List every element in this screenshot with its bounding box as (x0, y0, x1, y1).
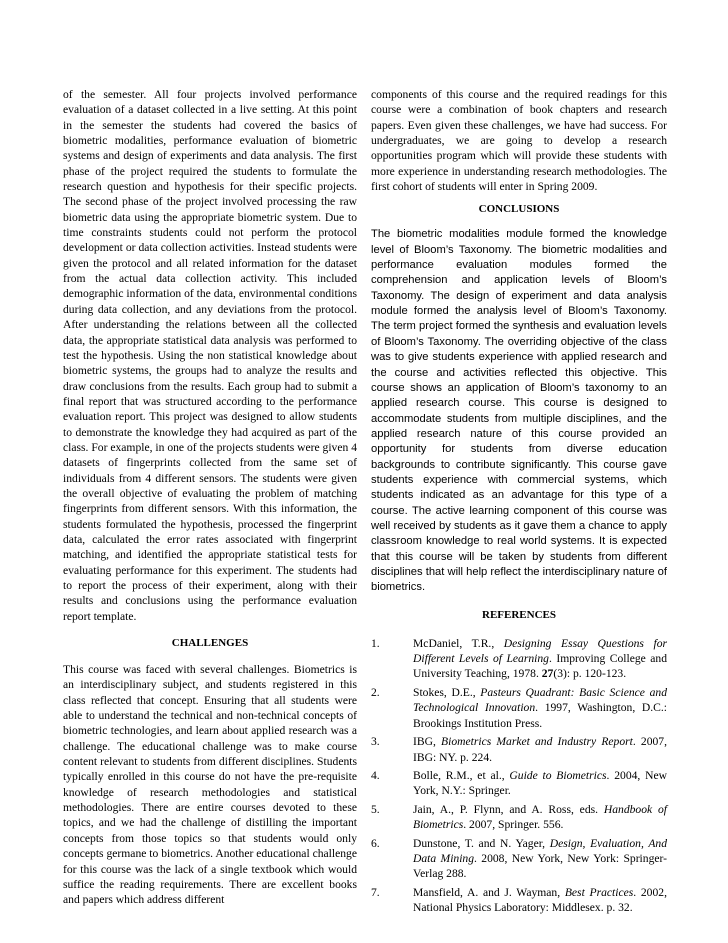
conclusions-paragraph: The biometric modalities module formed the knowledge level of Bloom’s Taxonomy. The biometric modalities and performance evaluation modules formed the comprehension and application levels of Bloom’s Taxonomy. The design of experiment and data analysis module formed the analysis level of Bloom’s Taxonomy. The term project formed the synthesis and evaluation levels of Bloom’s Taxonomy. The overriding objective of the class was to give students experience with applied research and the course and activities reflected this objective. This course shows an application of Bloom’s taxonomy to an applied research course. This course is designed to accommodate students from multiple disciplines, and the applied research nature of this course provided an opportunity for students from diverse education backgrounds to contribute significantly. This course gave students experience with commercial systems, which students indicated as an advantage for this type of a course. The active learning component of this course was well received by students as it gave them a chance to apply classroom knowledge to real world systems. It is expected that this course will be taken by students from different disciplines that will help reflect the interdisciplinary nature of biometrics. (371, 228, 667, 594)
section-heading-conclusions: CONCLUSIONS (478, 203, 560, 216)
reference-item (371, 836, 667, 882)
reference-title: Designing Essay Questions for Different Levels of Learning (413, 636, 668, 666)
reference-item (371, 802, 667, 833)
reference-item (371, 885, 667, 916)
reference-title: Pasteurs Quadrant: Basic Science and Technological Innovation (413, 685, 668, 715)
reference-number: 2. (371, 685, 380, 699)
reference-item (371, 636, 667, 682)
body-paragraph: of the semester. All four projects involved performance evaluation of a dataset collected in a live setting. At this point in the semester the students had covered the basics of biometric modalities, performance evaluation of biometric systems and design of experiments and data analysis. The first phase of the project required the students to formulate the research question and hypothesis for their specific projects. The second phase of the project involved processing the raw biometric data using the appropriate biometric system. Due to time constraints students could not perform the protocol development or data collection activities. Instead students were given the protocol and all related information for the dataset from the actual data collection activity. This included demographic information of the data, environmental conditions during data collection, and any deviations from the protocol. After understanding the relations between all the collected data, the appropriate statistical data analysis was performed to test the hypothesis. Using the non statistical knowledge about biometric systems, the groups had to analyze the results and draw conclusions from the results. Each group had to submit a final report that was structured according to the performance evaluation report. This project was designed to allow students to demonstrate the knowledge they had acquired as part of the class. For example, in one of the projects students were given 4 datasets of fingerprints collected from the same set of individuals from 4 different sensors. The students were given the overall objective of evaluating the problem of matching fingerprints from different sensors. With this information, the students formulated the hypothesis, processed the fingerprint data, calculated the error rates associated with fingerprint matching, and identified the appropriate statistical tests for evaluating performance for this experiment. The students had to report the process of their experiment, along with their results and conclusions using the performance evaluation report template. (63, 88, 357, 623)
challenges-paragraph: This course was faced with several challenges. Biometrics is an interdisciplinary subject, and students registered in this class reflected that concept. Ensuring that all students were able to understand the technical and non-technical concepts of biometric technologies, and learn about applied research was a challenge. The educational challenge was to make course content relevant to students from different disciplines. Students typically enrolled in this course do not have the pre-requisite knowledge of research methodologies and statistical methodologies. There are entire courses devoted to these topics, and we had the challenge of distilling the important concepts from those topics so that students would only concepts germane to biometrics. Another educational challenge for this course was the lack of a single textbook which would suffice the reading requirements. There are excellent books and papers which address different (63, 663, 357, 907)
reference-number: 6. (371, 836, 380, 850)
reference-title: Guide to Biometrics (509, 768, 607, 782)
reference-item (371, 768, 667, 799)
reference-number: 4. (371, 768, 380, 782)
reference-text: Jain, A., P. Flynn, and A. Ross, eds. Handbook of Biometrics. 2007, Springer. 556. (413, 802, 667, 832)
section-heading-challenges: CHALLENGES (171, 637, 249, 650)
reference-number: 3. (371, 735, 380, 749)
right-column (371, 87, 667, 919)
reference-item (371, 734, 667, 765)
reference-text: Mansfield, A. and J. Wayman, Best Practices. 2002, National Physics Laboratory: Middlesex. p. 32. (413, 885, 667, 915)
reference-number: 7. (371, 885, 380, 899)
reference-number: 5. (371, 802, 380, 816)
reference-number: 1. (371, 636, 380, 650)
reference-item (371, 685, 667, 731)
reference-text: Dunstone, T. and N. Yager, Design, Evaluation, And Data Mining. 2008, New York, New York: Springer-Verlag 288. (413, 836, 668, 881)
left-column (63, 87, 357, 908)
reference-list (371, 636, 667, 916)
reference-title: Handbook of Biometrics (413, 802, 667, 832)
section-heading-references: REFERENCES (482, 608, 556, 621)
reference-title: Best Practices (564, 885, 634, 899)
body-paragraph: components of this course and the required readings for this course were a combination of book chapters and research papers. Even given these challenges, we have had success. For undergraduates, we are going to develop a research opportunities program which will provide these students with more experience in understanding research methodologies. The first cohort of students will enter in Spring 2009. (371, 88, 667, 194)
reference-text: IBG, Biometrics Market and Industry Report. 2007, IBG: NY. p. 224. (413, 735, 667, 764)
reference-text: Stokes, D.E., Pasteurs Quadrant: Basic Science and Technological Innovation. 1997, Washington, D.C.: Brookings Institution Press. (413, 685, 668, 730)
reference-volume: 27 (541, 667, 554, 681)
reference-title: Biometrics Market and Industry Report (441, 735, 633, 749)
reference-text: McDaniel, T.R., Designing Essay Questions for Different Levels of Learning. Improving College and University Teaching, 1978. 27(3): p. 120-123. (413, 636, 668, 681)
reference-title: Design, Evaluation, And Data Mining (413, 836, 667, 865)
reference-text: Bolle, R.M., et al., Guide to Biometrics. 2004, New York, N.Y.: Springer. (413, 768, 667, 798)
